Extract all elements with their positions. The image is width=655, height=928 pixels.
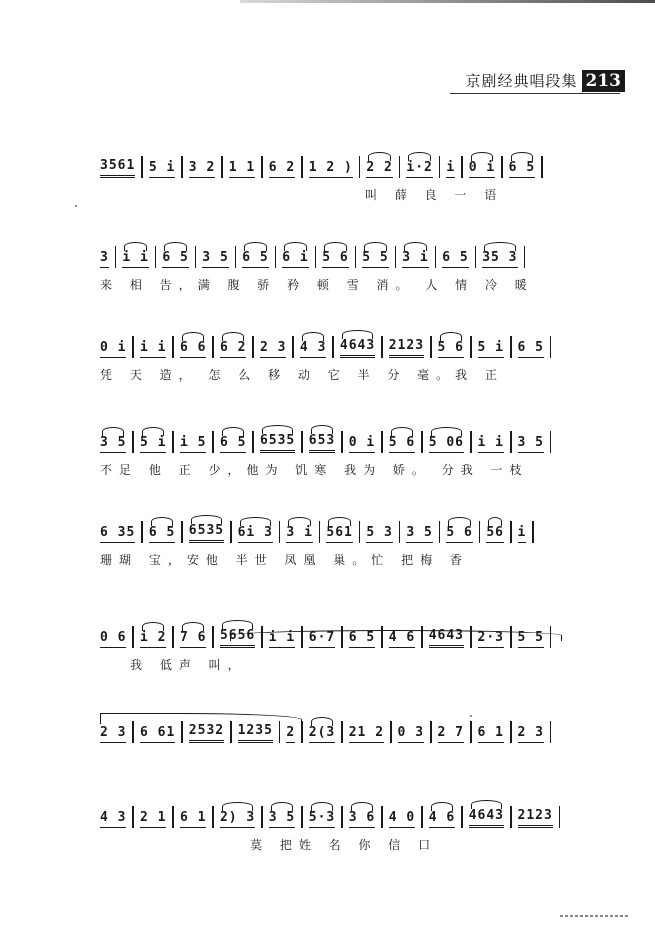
note-group: 6 2 — [220, 340, 246, 358]
note-group: 6 5 — [242, 250, 268, 268]
note-group: 6 1 — [180, 810, 206, 828]
note-group: 4 0 — [389, 810, 415, 828]
bar-line — [359, 521, 361, 543]
note-group: 6 i — [282, 250, 308, 268]
note-group: 2 3 — [260, 340, 286, 358]
bar-line — [141, 156, 143, 178]
note-group: 6 5 — [149, 525, 175, 543]
note-group: 1 1 — [229, 160, 255, 178]
note-group: 6 6 — [180, 340, 206, 358]
bar-line — [510, 721, 512, 743]
bar-line — [435, 246, 437, 268]
bar-line — [319, 521, 321, 543]
bar-line — [132, 721, 134, 743]
note-group: 6i 3 — [238, 525, 273, 543]
note-group: i i — [269, 630, 295, 648]
note-group: 0 i — [100, 340, 126, 358]
bar-line — [172, 431, 174, 453]
note-line — [100, 515, 570, 543]
bar-line — [141, 521, 143, 543]
bar-line — [332, 336, 334, 358]
bar-line — [399, 156, 401, 178]
bar-line — [470, 336, 472, 358]
lyric-line: 珊瑚 宝，安他 半世 凤凰 巢。忙 把梅 香 — [100, 553, 469, 567]
note-group: 1 2 ) — [309, 160, 353, 178]
bar-line — [301, 806, 303, 828]
bar-line — [115, 246, 117, 268]
note-group: 6 35 — [100, 525, 135, 543]
bar-line — [132, 806, 134, 828]
note-group: 6 5 — [518, 340, 544, 358]
note-group: 5 06 — [429, 435, 464, 453]
bar-line — [341, 806, 343, 828]
note-group: 1235 — [238, 723, 273, 743]
note-group: 6 2 — [269, 160, 295, 178]
note-group: 2 2 — [366, 160, 392, 178]
note-group: i 5 — [180, 435, 206, 453]
bar-line — [181, 156, 183, 178]
note-group: 0 i — [349, 435, 375, 453]
bar-line — [510, 521, 512, 543]
note-group: 2(3 — [309, 725, 335, 743]
note-group: 6 5 — [442, 250, 468, 268]
note-group: 35 3 — [482, 250, 517, 268]
speck — [470, 715, 472, 717]
note-group: 2 1 — [140, 810, 166, 828]
note-group: 2532 — [189, 723, 224, 743]
bar-line — [541, 156, 543, 178]
note-group: 56 — [486, 525, 504, 543]
note-group: 6 5 — [162, 250, 188, 268]
note-group: 3 5 — [269, 810, 295, 828]
note-group: 6 61 — [140, 725, 175, 743]
note-group: 5 6 — [446, 525, 472, 543]
note-group: 6535 — [260, 433, 295, 453]
notation-row — [100, 620, 570, 676]
note-group: 3 5 — [100, 435, 126, 453]
bar-line — [315, 246, 317, 268]
notation-row — [100, 330, 570, 386]
lyric-line — [100, 751, 570, 771]
note-group: 3 2 — [189, 160, 215, 178]
bar-line — [252, 336, 254, 358]
speck — [75, 205, 77, 207]
bar-line — [132, 336, 134, 358]
note-group: 5 i — [140, 435, 166, 453]
book-title: 京剧经典唱段集 — [465, 72, 578, 90]
bar-line — [235, 246, 237, 268]
note-group: 3 — [100, 250, 109, 268]
page-number: 213 — [582, 70, 626, 92]
bar-line — [230, 721, 232, 743]
bar-line — [279, 721, 281, 743]
page-header — [461, 70, 625, 92]
bar-line — [221, 156, 223, 178]
bar-line — [430, 721, 432, 743]
note-group: 6 5 — [349, 630, 375, 648]
bar-line — [230, 521, 232, 543]
note-group: i — [446, 160, 455, 178]
note-group: i i — [478, 435, 504, 453]
notation-row — [100, 150, 570, 206]
note-group: 5 6 — [322, 250, 348, 268]
note-group: 6·7 — [309, 630, 335, 648]
note-group: i — [518, 525, 527, 543]
bar-line — [510, 431, 512, 453]
bar-line — [390, 721, 392, 743]
bar-line — [359, 156, 361, 178]
note-group: 2123 — [518, 808, 553, 828]
bar-line — [510, 336, 512, 358]
bar-line — [470, 431, 472, 453]
bar-line — [341, 431, 343, 453]
note-group: 5·3 — [309, 810, 335, 828]
notation-row — [100, 800, 570, 856]
note-group: 3 5 — [406, 525, 432, 543]
note-line — [100, 800, 570, 828]
note-group: 6 1 — [478, 725, 504, 743]
note-group: 3 i — [286, 525, 312, 543]
top-rule — [240, 0, 655, 3]
note-group: 2·3 — [478, 630, 504, 648]
bar-line — [355, 246, 357, 268]
long-slur — [100, 713, 302, 724]
bar-line — [479, 521, 481, 543]
bar-line — [421, 431, 423, 453]
bar-line — [172, 626, 174, 648]
bar-line — [430, 336, 432, 358]
bar-line — [381, 431, 383, 453]
notation-row — [100, 425, 570, 481]
note-group: 2) 3 — [220, 810, 255, 828]
bar-line — [341, 721, 343, 743]
lyric-line: 凭 天 造， 怎 么 移 动 它 半 分 毫。我 正 — [100, 368, 504, 382]
bar-line — [399, 521, 401, 543]
bar-line — [550, 431, 552, 453]
bar-line — [172, 806, 174, 828]
bar-line — [381, 806, 383, 828]
bar-line — [181, 721, 183, 743]
bar-line — [275, 246, 277, 268]
bar-line — [212, 336, 214, 358]
bar-line — [212, 431, 214, 453]
note-group: 3 i — [402, 250, 428, 268]
bar-line — [132, 431, 134, 453]
bar-line — [301, 156, 303, 178]
note-group: 6535 — [189, 523, 224, 543]
bar-line — [252, 431, 254, 453]
bar-line — [439, 156, 441, 178]
bar-line — [421, 806, 423, 828]
note-line — [100, 425, 570, 453]
bar-line — [510, 806, 512, 828]
notation-row — [100, 240, 570, 296]
bar-line — [301, 431, 303, 453]
note-group: 3561 — [100, 158, 135, 178]
bar-line — [381, 336, 383, 358]
note-group: 2123 — [389, 338, 424, 358]
note-group: i 2 — [140, 630, 166, 648]
note-group: i i — [122, 250, 148, 268]
note-group: 5656 — [220, 628, 255, 648]
note-group: 4 3 — [100, 810, 126, 828]
lyric-line: 莫 把姓 名 你 信 口 — [250, 838, 438, 852]
note-group: 3 5 — [202, 250, 228, 268]
note-group: 5 5 — [518, 630, 544, 648]
note-group: 6 5 — [220, 435, 246, 453]
long-slur — [230, 630, 562, 641]
note-group: 5 6 — [438, 340, 464, 358]
bar-line — [461, 806, 463, 828]
bar-line — [395, 246, 397, 268]
note-group: 4643 — [469, 808, 504, 828]
note-group: 0 3 — [398, 725, 424, 743]
note-group: 2 3 — [518, 725, 544, 743]
bar-line — [279, 521, 281, 543]
note-group: 5 3 — [366, 525, 392, 543]
bar-line — [550, 721, 552, 743]
lyric-line: 叫 薛 良 一 语 — [365, 188, 504, 202]
note-group: 2 7 — [438, 725, 464, 743]
bar-line — [461, 156, 463, 178]
note-group: 4 6 — [429, 810, 455, 828]
bar-line — [195, 246, 197, 268]
bar-line — [559, 806, 561, 828]
bar-line — [524, 246, 526, 268]
note-group: 6 5 — [509, 160, 535, 178]
bar-line — [181, 521, 183, 543]
note-group: 5 i — [478, 340, 504, 358]
note-group: 0 6 — [100, 630, 126, 648]
bottom-rule — [560, 915, 630, 917]
bar-line — [301, 721, 303, 743]
lyric-line: 我 低声 叫， — [130, 658, 247, 672]
note-group: 7 6 — [180, 630, 206, 648]
bar-line — [439, 521, 441, 543]
note-line — [100, 330, 570, 358]
note-group: 5 6 — [389, 435, 415, 453]
note-group: 3 5 — [518, 435, 544, 453]
lyric-line: 不足 他 正 少，他为 饥寒 我为 娇。 分我 一枝 — [100, 463, 529, 477]
note-group: 4643 — [429, 628, 464, 648]
lyric-line: 来 相 告，满 腹 骄 矜 顿 雪 消。 人 情 冷 暖 — [100, 278, 534, 292]
note-group: 3 6 — [349, 810, 375, 828]
bar-line — [212, 806, 214, 828]
bar-line — [292, 336, 294, 358]
bar-line — [470, 721, 472, 743]
note-group: 0 i — [469, 160, 495, 178]
notation-row — [100, 515, 570, 571]
bar-line — [212, 626, 214, 648]
note-line — [100, 150, 570, 178]
note-group: 4643 — [340, 338, 375, 358]
note-group: 4 3 — [300, 340, 326, 358]
bar-line — [501, 156, 503, 178]
note-group: 21 2 — [349, 725, 384, 743]
bar-line — [132, 626, 134, 648]
bar-line — [532, 521, 534, 543]
bar-line — [261, 806, 263, 828]
note-group: i i — [140, 340, 166, 358]
note-group: 2 3 — [100, 725, 126, 743]
bar-line — [261, 156, 263, 178]
header-rule — [450, 93, 620, 94]
note-group: 2 — [286, 725, 295, 743]
note-group: 5 5 — [362, 250, 388, 268]
note-group: i·2 — [406, 160, 432, 178]
note-line — [100, 240, 570, 268]
bar-line — [550, 336, 552, 358]
note-group: 5 i — [149, 160, 175, 178]
note-group: 4 6 — [389, 630, 415, 648]
note-group: 561 — [326, 525, 352, 543]
bar-line — [172, 336, 174, 358]
bar-line — [155, 246, 157, 268]
note-group: 653 — [309, 433, 335, 453]
bar-line — [475, 246, 477, 268]
